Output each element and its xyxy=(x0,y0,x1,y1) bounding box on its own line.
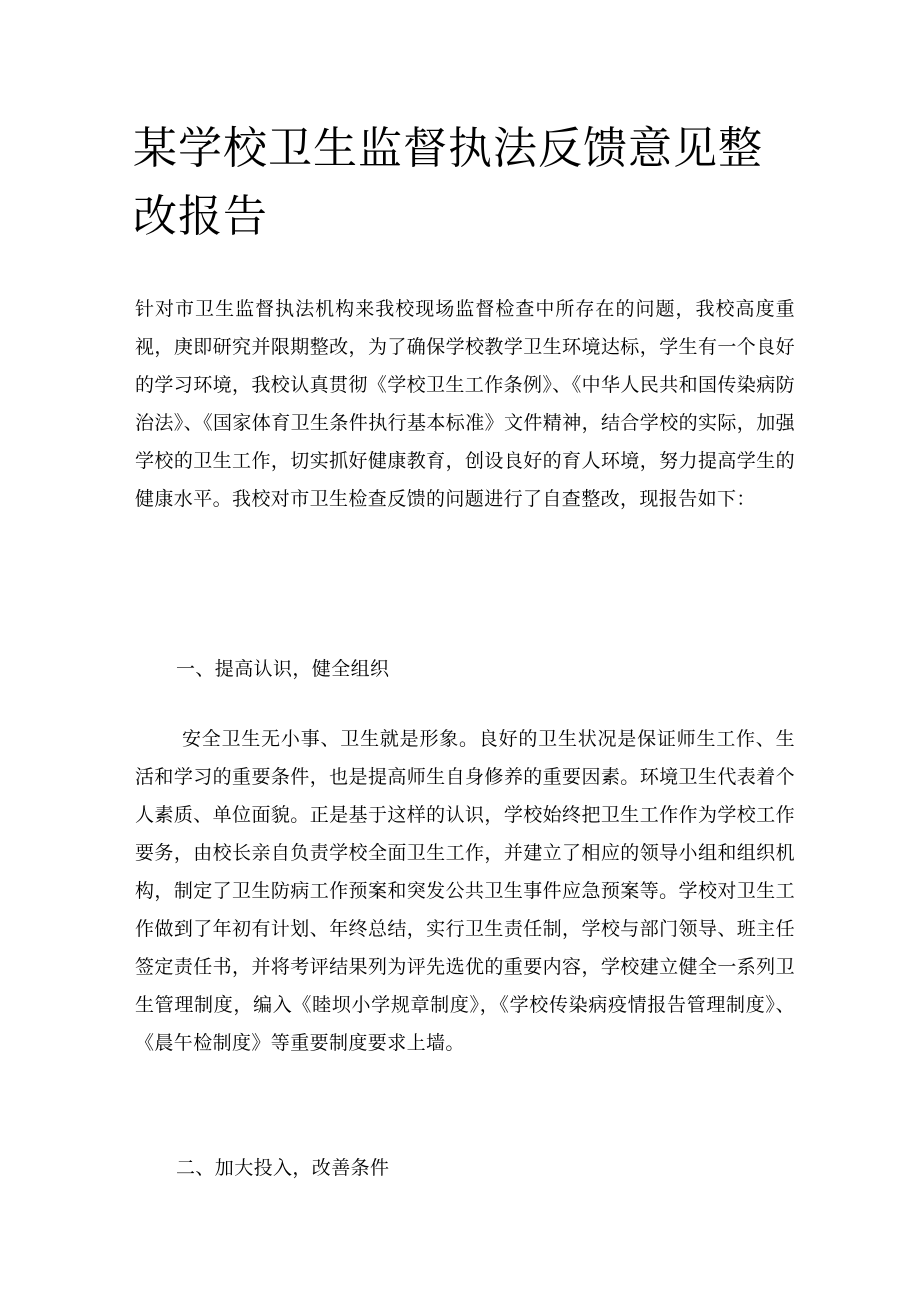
section-1-paragraph: 安全卫生无小事、卫生就是形象。良好的卫生状况是保证师生工作、生活和学习的重要条件，也是提高师生自身修养的重要因素。环境卫生代表着个人素质、单位面貌。正是基于这样的认识，学校始终把卫生工作作为学校工作要务，由校长亲自负责学校全面卫生工作，并建立了相应的领导小组和组织机构，制定了卫生防病工作预案和突发公共卫生事件应急预案等。学校对卫生工作做到了年初有计划、年终总结，实行卫生责任制，学校与部门领导、班主任签定责任书，并将考评结果列为评先选优的重要内容，学校建立健全一系列卫生管理制度，编入《睦坝小学规章制度》，《学校传染病疫情报告管理制度》、《晨午检制度》等重要制度要求上墙。 xyxy=(135,728,795,1054)
intro-paragraph: 针对市卫生监督执法机构来我校现场监督检查中所存在的问题，我校高度重视，庚即研究并限期整改，为了确保学校教学卫生环境达标，学生有一个良好的学习环境，我校认真贯彻《学校卫生工作条例》、《中华人民共和国传染病防治法》、《国家体育卫生条件执行基本标准》文件精神，结合学校的实际，加强学校的卫生工作，切实抓好健康教育，创设良好的育人环境，努力提高学生的健康水平。我校对市卫生检查反馈的问题进行了自查整改，现报告如下： xyxy=(135,298,796,510)
section-heading-2: 二、加大投入，改善条件 xyxy=(176,1157,390,1179)
document-title: 某学校卫生监督执法反馈意见整改报告 xyxy=(133,123,763,242)
section-heading-1: 一、提高认识，健全组织 xyxy=(176,658,390,680)
